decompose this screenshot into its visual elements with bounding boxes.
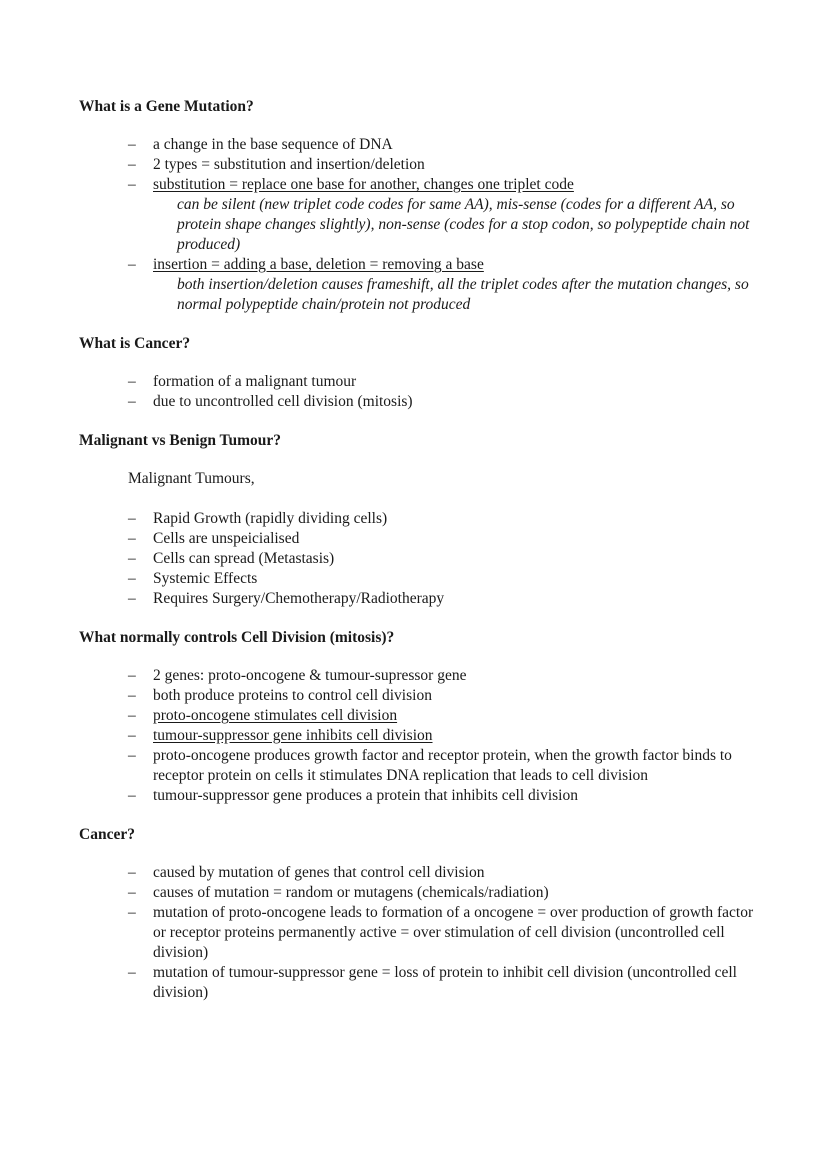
- item-text: mutation of proto-oncogene leads to formation of a oncogene = over production of growth factor or receptor proteins permanently active = over stimulation of cell division (uncontrolled cell division): [153, 904, 754, 961]
- list-item: [128, 686, 768, 706]
- list-item: [128, 529, 768, 549]
- section-heading: What normally controls Cell Division (mitosis)?: [79, 629, 395, 646]
- item-text: insertion = adding a base, deletion = removing a base: [153, 256, 484, 273]
- item-text: 2 genes: proto-oncogene & tumour-supressor gene: [153, 667, 467, 684]
- list-item: [128, 706, 768, 726]
- list-item: [128, 963, 768, 1003]
- section-heading: Malignant vs Benign Tumour?: [79, 432, 281, 449]
- bullet-list: [79, 666, 768, 806]
- bullet-list: [79, 509, 768, 609]
- section-what-is-cancer: [79, 333, 768, 412]
- list-item: [128, 392, 768, 412]
- list-item: [128, 863, 768, 883]
- item-text: formation of a malignant tumour: [153, 373, 357, 390]
- list-item: [128, 155, 768, 175]
- item-text: Cells can spread (Metastasis): [153, 550, 335, 567]
- bullet-list: [79, 135, 768, 315]
- item-text: 2 types = substitution and insertion/deletion: [153, 156, 425, 173]
- list-item: [128, 746, 768, 786]
- item-text: causes of mutation = random or mutagens (chemicals/radiation): [153, 884, 549, 901]
- list-item: [128, 135, 768, 155]
- item-text: Cells are unspeicialised: [153, 530, 300, 547]
- list-item: [128, 509, 768, 529]
- item-text: tumour-suppressor gene produces a protein that inhibits cell division: [153, 787, 578, 804]
- item-text: due to uncontrolled cell division (mitosis): [153, 393, 413, 410]
- item-text: proto-oncogene stimulates cell division: [153, 707, 398, 724]
- list-item: [128, 372, 768, 392]
- list-item: [128, 569, 768, 589]
- item-text: mutation of tumour-suppressor gene = loss of protein to inhibit cell division (uncontrolled cell division): [153, 964, 737, 1001]
- item-text: caused by mutation of genes that control cell division: [153, 864, 485, 881]
- bullet-list: [79, 372, 768, 412]
- section-gene-mutation: [79, 96, 768, 315]
- item-text: Requires Surgery/Chemotherapy/Radiotherapy: [153, 590, 445, 607]
- list-item: [128, 883, 768, 903]
- item-text: proto-oncogene produces growth factor and receptor protein, when the growth factor binds to receptor protein on cells it stimulates DNA replication that leads to cell division: [153, 747, 732, 784]
- list-item: [128, 589, 768, 609]
- section-heading: Cancer?: [79, 826, 135, 843]
- list-item: [128, 255, 768, 315]
- item-text: Rapid Growth (rapidly dividing cells): [153, 510, 388, 527]
- item-text: both produce proteins to control cell division: [153, 687, 432, 704]
- item-text: substitution = replace one base for another, changes one triplet code: [153, 176, 574, 193]
- item-note: both insertion/deletion causes frameshift, all the triplet codes after the mutation changes, so normal polypeptide chain/protein not produced: [177, 276, 749, 313]
- section-cell-division-control: [79, 627, 768, 806]
- section-intro: Malignant Tumours,: [128, 470, 255, 487]
- section-heading: What is Cancer?: [79, 335, 191, 352]
- section-heading: What is a Gene Mutation?: [79, 98, 254, 115]
- section-malignant-vs-benign: [79, 430, 768, 609]
- list-item: [128, 786, 768, 806]
- item-text: tumour-suppressor gene inhibits cell division: [153, 727, 433, 744]
- item-note: can be silent (new triplet code codes for same AA), mis-sense (codes for a different AA, so protein shape changes slightly), non-sense (codes for a stop codon, so polypeptide chain not produced): [177, 196, 750, 253]
- item-text: Systemic Effects: [153, 570, 258, 587]
- list-item: [128, 903, 768, 963]
- list-item: [128, 666, 768, 686]
- list-item: [128, 549, 768, 569]
- bullet-list: [79, 863, 768, 1003]
- list-item: [128, 175, 768, 255]
- section-cancer: [79, 824, 768, 1003]
- list-item: [128, 726, 768, 746]
- item-text: a change in the base sequence of DNA: [153, 136, 393, 153]
